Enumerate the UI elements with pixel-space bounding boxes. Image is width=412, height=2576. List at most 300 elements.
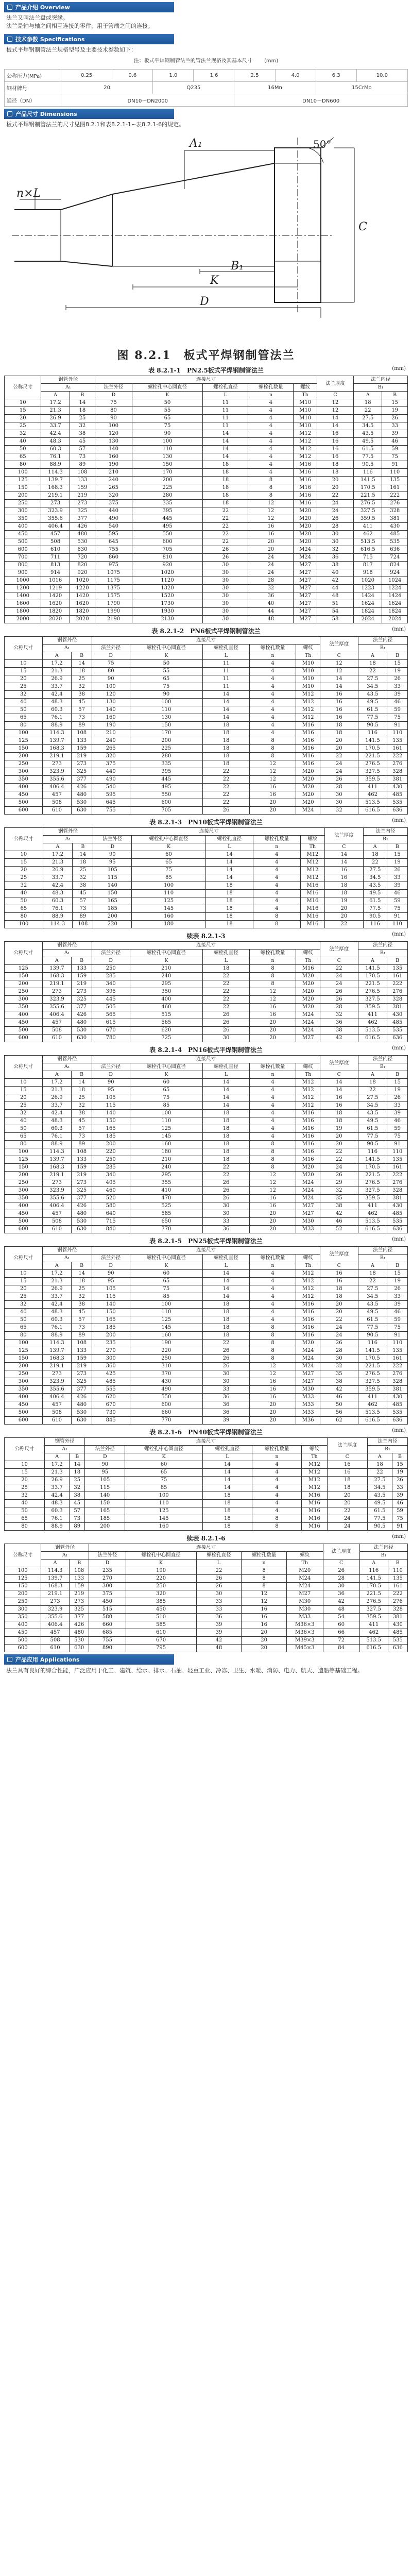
table-cell: 4	[249, 660, 296, 668]
table-cell: 406.4	[42, 1011, 72, 1019]
table-cell: 325	[72, 996, 92, 1004]
th-bolt-count	[249, 1063, 296, 1071]
th-series-b	[387, 1262, 408, 1270]
table-cell: 45	[73, 890, 93, 897]
table-cell: 14	[73, 851, 93, 859]
table-cell: 38	[72, 691, 92, 699]
th-bolt-n	[242, 1560, 287, 1567]
table-row	[5, 714, 408, 722]
table-cell: 11	[203, 399, 248, 407]
th-bolt-hole	[203, 645, 250, 652]
table-cell: 140	[92, 1301, 130, 1309]
table-cell: 125	[5, 965, 43, 973]
overview-line-1: 法兰又叫法兰盘或突缘。	[6, 14, 68, 21]
table-cell: 500	[5, 799, 43, 807]
th-pipe-a1	[45, 1446, 85, 1453]
th-conn	[95, 376, 317, 384]
header-text: 螺纹	[303, 1255, 313, 1261]
table-cell: 18	[203, 760, 250, 768]
table-cell: 40	[5, 438, 41, 446]
table-row	[5, 422, 408, 430]
header-text: A₁	[64, 950, 70, 956]
table-cell: 48	[248, 616, 294, 623]
table-row	[5, 1575, 408, 1583]
table-cell: 33	[387, 874, 407, 882]
table-cell: 500	[5, 1637, 41, 1645]
table-cell: M12	[302, 1484, 327, 1492]
table-cell: 616.5	[358, 1035, 387, 1042]
table-cell: M16	[296, 1324, 320, 1332]
table-cell: 20	[317, 477, 353, 484]
th-series-a	[43, 843, 73, 851]
table-cell: 130	[130, 714, 203, 722]
table-cell: 59	[387, 1316, 408, 1324]
table-cell: 39	[203, 1417, 250, 1425]
th-inner-b1	[358, 1255, 407, 1262]
table-cell: 1600	[5, 600, 41, 608]
table-cell: 73	[72, 1324, 92, 1332]
table-cell: 65	[5, 714, 43, 722]
table-cell: 170.5	[359, 1583, 388, 1590]
table-cell: 660	[130, 1409, 203, 1417]
table-cell: M36×3	[286, 1629, 323, 1637]
table-cell: 323.9	[42, 1187, 72, 1195]
table-cell: 90	[92, 675, 130, 683]
label-b1: B₁	[231, 260, 244, 273]
table-cell: 22	[363, 859, 387, 867]
table-cell: 25	[5, 422, 41, 430]
table-cell: 20	[249, 1027, 296, 1035]
table-title	[4, 626, 408, 635]
table-cell: 26	[203, 1019, 250, 1027]
th-thickness-c	[320, 1071, 358, 1079]
table-cell: 14	[205, 874, 253, 882]
table-cell: 18	[320, 1285, 358, 1293]
table-row	[5, 1355, 408, 1363]
table-cell: 14	[205, 859, 253, 867]
table-row	[5, 784, 408, 791]
th-thread	[300, 836, 324, 843]
header-text: 法兰厚度	[325, 380, 345, 386]
header-text: 螺栓孔直径	[215, 1446, 240, 1452]
table-row	[5, 668, 408, 675]
header-text: 法兰外径	[101, 1064, 121, 1070]
table-cell: 265	[95, 484, 132, 492]
table-cell: 222	[387, 753, 408, 760]
table-cell: 110	[132, 890, 206, 897]
table-cell: 32	[5, 691, 43, 699]
table-cell: 45	[70, 1500, 85, 1507]
table-cell: 22	[203, 784, 250, 791]
table-cell: 430	[388, 1621, 407, 1629]
table-cell: 640	[92, 1210, 130, 1218]
header-text: K	[162, 1454, 166, 1460]
th-bolt-circle	[130, 1255, 203, 1262]
table-cell: 18	[205, 882, 253, 890]
table-cell: 4	[253, 851, 300, 859]
table-cell: 16	[248, 531, 294, 538]
table-cell: 1223	[354, 585, 382, 592]
table-cell: 42.4	[41, 430, 70, 438]
table-cell: 485	[387, 1019, 408, 1027]
table-cell: 89	[70, 1523, 85, 1531]
table-cell: M36	[296, 1417, 320, 1425]
table-cell: 250	[92, 965, 130, 973]
table-cell: 18	[202, 1507, 252, 1515]
table-cell: 18	[205, 913, 253, 921]
table-cell: M20	[296, 1164, 320, 1172]
table-cell: 25	[5, 874, 43, 882]
table-cell: 14	[202, 1461, 252, 1469]
specs-heading-bar	[4, 34, 174, 44]
table-cell: 1824	[354, 608, 382, 616]
table-row	[5, 1102, 408, 1110]
table-cell: 18	[205, 921, 253, 928]
table-row	[5, 799, 408, 807]
table-cell: 645	[95, 538, 132, 546]
table-cell: 36	[317, 554, 353, 562]
table-cell: M12	[296, 1285, 320, 1293]
table-cell: 328	[382, 507, 408, 515]
table-cell: 43.5	[358, 1301, 387, 1309]
table-cell: 26	[203, 1011, 250, 1019]
th-series-b	[72, 957, 92, 965]
table-row	[5, 1409, 408, 1417]
header-text: 法兰内径	[375, 828, 396, 834]
table-cell: 430	[130, 1378, 203, 1386]
table-cell: 8	[248, 492, 294, 500]
header-text: 螺栓孔中心圆直径	[146, 645, 186, 651]
table-cell: 30	[203, 1035, 250, 1042]
table-row	[5, 1027, 408, 1035]
table-cell: 17.2	[45, 1461, 70, 1469]
table-cell: 20	[320, 1141, 358, 1148]
table-cell: 26	[203, 546, 248, 554]
table-cell: M12	[296, 1094, 320, 1102]
table-cell: 18	[72, 1087, 92, 1094]
table-cell: 513.5	[358, 1409, 387, 1417]
table-cell: 250	[126, 1583, 196, 1590]
th-pipe-a1	[42, 1063, 92, 1071]
table-cell: 4	[249, 1079, 296, 1087]
header-text: C	[337, 1263, 341, 1268]
th-bolt-k	[130, 652, 203, 660]
table-cell: 4	[252, 1469, 302, 1477]
table-cell: 430	[387, 1011, 408, 1019]
table-cell: 60	[130, 1079, 203, 1087]
flange-table	[4, 1544, 408, 1652]
table-row	[5, 500, 408, 507]
table-cell: 320	[126, 1590, 196, 1598]
section-icon	[7, 5, 12, 10]
table-cell: 24	[248, 554, 294, 562]
table-row	[5, 616, 408, 623]
applications-text: 法兰具有良好的综合性能，广泛应用于化工、建筑、给水、排水、石油、轻重工业、冷冻、卫生、水暖、消防、电力、航天、造船等基础工程。	[6, 1667, 363, 1674]
header-text: A	[55, 1072, 59, 1077]
th-series-a	[367, 1453, 392, 1461]
table-cell: 580	[92, 1202, 130, 1210]
table-cell: 15	[387, 851, 407, 859]
label-c: C	[358, 221, 367, 233]
table-title	[4, 818, 408, 826]
table-cell: 920	[70, 569, 95, 577]
table-cell: 235	[89, 1567, 126, 1575]
table-cell: M16	[294, 492, 317, 500]
table-cell: 200	[93, 913, 132, 921]
table-cell: 36	[323, 1590, 359, 1598]
table-cell: 4	[248, 430, 294, 438]
table-cell: 508	[41, 1637, 70, 1645]
table-cell: 480	[72, 791, 92, 799]
th-dn	[5, 1056, 43, 1079]
table-cell: 16	[249, 1004, 296, 1011]
table-cell: M27	[296, 1035, 320, 1042]
table-cell: 975	[95, 562, 132, 569]
table-row	[5, 523, 408, 531]
table-cell: 90	[92, 1270, 130, 1278]
th-bolt-k	[130, 957, 203, 965]
table-cell: 133	[72, 737, 92, 745]
table-cell: 39	[196, 1621, 242, 1629]
table-cell: 114.3	[42, 1340, 72, 1347]
table-cell: M10	[294, 399, 317, 407]
table-cell: 630	[70, 546, 95, 554]
table-cell: M24	[286, 1583, 323, 1590]
table-cell: 18	[367, 1461, 392, 1469]
th-pipe-od	[42, 942, 92, 950]
table-cell: 62	[320, 1417, 358, 1425]
header-text: 螺纹	[300, 1552, 310, 1558]
table-cell: 18	[203, 1332, 250, 1340]
table-cell: 530	[70, 538, 95, 546]
table-row	[5, 722, 408, 730]
table-cell: 14	[317, 415, 353, 422]
table-cell: 8	[249, 1324, 296, 1332]
table-cell: 411	[359, 1621, 388, 1629]
header-text: K	[159, 1560, 163, 1566]
table-cell: 141.5	[358, 1156, 387, 1164]
table-cell: M27	[294, 600, 317, 608]
table-cell: 817	[354, 562, 382, 569]
table-cell: 15	[387, 1270, 408, 1278]
table-cell: 705	[130, 807, 203, 815]
table-cell: 50	[5, 706, 43, 714]
table-cell: 85	[125, 1484, 202, 1492]
table-cell: 150	[5, 1164, 43, 1172]
table-cell: 340	[92, 1172, 130, 1179]
table-cell: 445	[132, 515, 203, 523]
table-cell: 323.9	[42, 768, 72, 776]
table-cell: M12	[296, 706, 320, 714]
th-pipe-od	[42, 637, 92, 645]
table-cell: 820	[70, 562, 95, 569]
th-thickness-c	[320, 1262, 358, 1270]
dimensions-heading-bar	[4, 109, 174, 119]
header-text: 螺栓孔中心圆直径	[149, 836, 188, 842]
table-cell: 110	[388, 1567, 407, 1575]
table-cell: 4	[253, 874, 300, 882]
table-cell: 24	[320, 973, 358, 980]
header-text: B	[396, 1072, 400, 1077]
header-text: 螺栓孔直径	[214, 1064, 238, 1070]
table-cell: 15	[5, 1469, 45, 1477]
table-cell: M12	[294, 430, 317, 438]
table-cell: 115	[92, 1293, 130, 1301]
table-row	[5, 1301, 408, 1309]
header-text: 螺栓孔数量	[260, 1255, 285, 1261]
table-cell: M16	[296, 1141, 320, 1148]
table-cell: M24	[296, 1179, 320, 1187]
table-cell: 18	[317, 461, 353, 469]
th-inner	[358, 942, 407, 950]
table-cell: 33.7	[41, 422, 70, 430]
table-cell: 14	[203, 691, 250, 699]
table-cell: 323.9	[41, 1606, 70, 1614]
table-cell: 65	[5, 453, 41, 461]
table-cell: 18	[203, 484, 248, 492]
table-cell: 300	[5, 1378, 43, 1386]
table-cell: 39	[387, 1301, 408, 1309]
th-inner	[359, 1544, 407, 1552]
table-cell: 800	[5, 562, 41, 569]
table-cell: 28	[248, 577, 294, 585]
table-cell: 1120	[132, 577, 203, 585]
table-row	[5, 1637, 408, 1645]
table-cell: 105	[92, 1285, 130, 1293]
table-cell: 273	[41, 1598, 70, 1606]
table-cell: 276	[387, 1179, 408, 1187]
table-row	[5, 546, 408, 554]
header-text: 法兰厚度	[329, 946, 349, 952]
table-cell: 90.5	[358, 1332, 387, 1340]
table-row	[5, 1285, 408, 1293]
table-cell: 4	[248, 461, 294, 469]
table-cell: 1624	[382, 600, 408, 608]
table-cell: 125	[5, 1347, 43, 1355]
table-cell: 91	[387, 722, 408, 730]
table-cell: 75	[392, 1515, 407, 1523]
table-cell: 250	[5, 1370, 43, 1378]
table-cell: 14	[320, 1087, 358, 1094]
table-cell: 500	[5, 1409, 43, 1417]
table-cell: 18	[203, 753, 250, 760]
table-cell: 219.1	[42, 1363, 72, 1370]
header-text: 钢管外径	[57, 1056, 77, 1062]
table-cell: 1400	[5, 592, 41, 600]
table-cell: 24	[248, 569, 294, 577]
table-cell: 535	[387, 1218, 408, 1226]
table-cell: 335	[130, 760, 203, 768]
table-cell: 225	[132, 484, 203, 492]
table-cell: 610	[42, 807, 72, 815]
header-text: 公称尺寸	[13, 1064, 33, 1070]
header-text: A₁	[64, 1064, 70, 1070]
table-cell: M20	[296, 1340, 320, 1347]
table-cell: 22	[203, 1004, 250, 1011]
table-row	[5, 1110, 408, 1117]
table-cell: 1420	[41, 592, 70, 600]
table-cell: 210	[130, 965, 203, 973]
table-cell: 16	[320, 699, 358, 706]
table-row	[5, 1156, 408, 1164]
table-cell: 26.9	[41, 415, 70, 422]
th-bolt-count	[253, 836, 300, 843]
table-cell: 26	[320, 996, 358, 1004]
table-cell: 610	[42, 1035, 72, 1042]
table-cell: 457	[42, 1401, 72, 1409]
table-unit: (mm)	[392, 1534, 406, 1539]
table-cell: 133	[72, 1156, 92, 1164]
table-cell: M24	[286, 1575, 323, 1583]
table-cell: 133	[70, 1575, 89, 1583]
table-cell: 88.9	[43, 913, 73, 921]
table-cell: 42	[317, 577, 353, 585]
table-cell: 22	[203, 791, 250, 799]
table-cell: 110	[387, 1340, 408, 1347]
table-cell: M12	[300, 874, 324, 882]
table-cell: 26	[382, 415, 408, 422]
table-row	[5, 745, 408, 753]
table-cell: 32	[72, 1102, 92, 1110]
table-cell: 48.3	[42, 699, 72, 706]
table-unit: (mm)	[392, 626, 406, 632]
table-cell: 4	[252, 1492, 302, 1500]
th-thread	[294, 384, 317, 392]
header-text: K	[166, 844, 171, 850]
th-conn	[92, 942, 320, 950]
table-cell: 42.4	[45, 1492, 70, 1500]
table-cell: 595	[95, 531, 132, 538]
table-row	[5, 965, 408, 973]
table-cell: 26	[387, 1094, 408, 1102]
table-cell: 26	[320, 1172, 358, 1179]
table-cell: 406.4	[41, 523, 70, 531]
table-cell: 500	[5, 1218, 43, 1226]
table-cell: 4	[252, 1461, 302, 1469]
table-row	[5, 1094, 408, 1102]
table-cell: 285	[92, 1164, 130, 1172]
th-conn	[92, 1056, 320, 1063]
table-row	[5, 1332, 408, 1340]
table-cell: M12	[296, 1079, 320, 1087]
header-text: 法兰内径	[373, 1545, 393, 1550]
table-cell: 26	[387, 675, 408, 683]
table-cell: 457	[42, 1210, 72, 1218]
table-cell: 325	[70, 507, 95, 515]
table-unit: (mm)	[392, 931, 406, 937]
table-cell: 135	[382, 477, 408, 484]
table-cell: 90	[93, 851, 132, 859]
table-cell: 18	[203, 1148, 250, 1156]
table-cell: 18	[70, 1469, 85, 1477]
header-text: Th	[309, 844, 316, 850]
table-cell: 300	[5, 507, 41, 515]
table-cell: 636	[387, 1226, 408, 1233]
table-cell: 715	[354, 554, 382, 562]
table-cell: 26	[203, 1187, 250, 1195]
table-cell: 14	[203, 699, 250, 706]
table-cell: 20	[5, 867, 43, 874]
table-row	[5, 1567, 408, 1575]
table-cell: 4	[253, 859, 300, 867]
table-cell: 140	[93, 882, 132, 890]
table-cell: M16	[294, 484, 317, 492]
page	[0, 2, 412, 1677]
table-cell: 133	[70, 477, 95, 484]
table-cell: 65	[5, 1324, 43, 1332]
table-cell: 323.9	[42, 996, 72, 1004]
table-cell: M12	[296, 1087, 320, 1094]
